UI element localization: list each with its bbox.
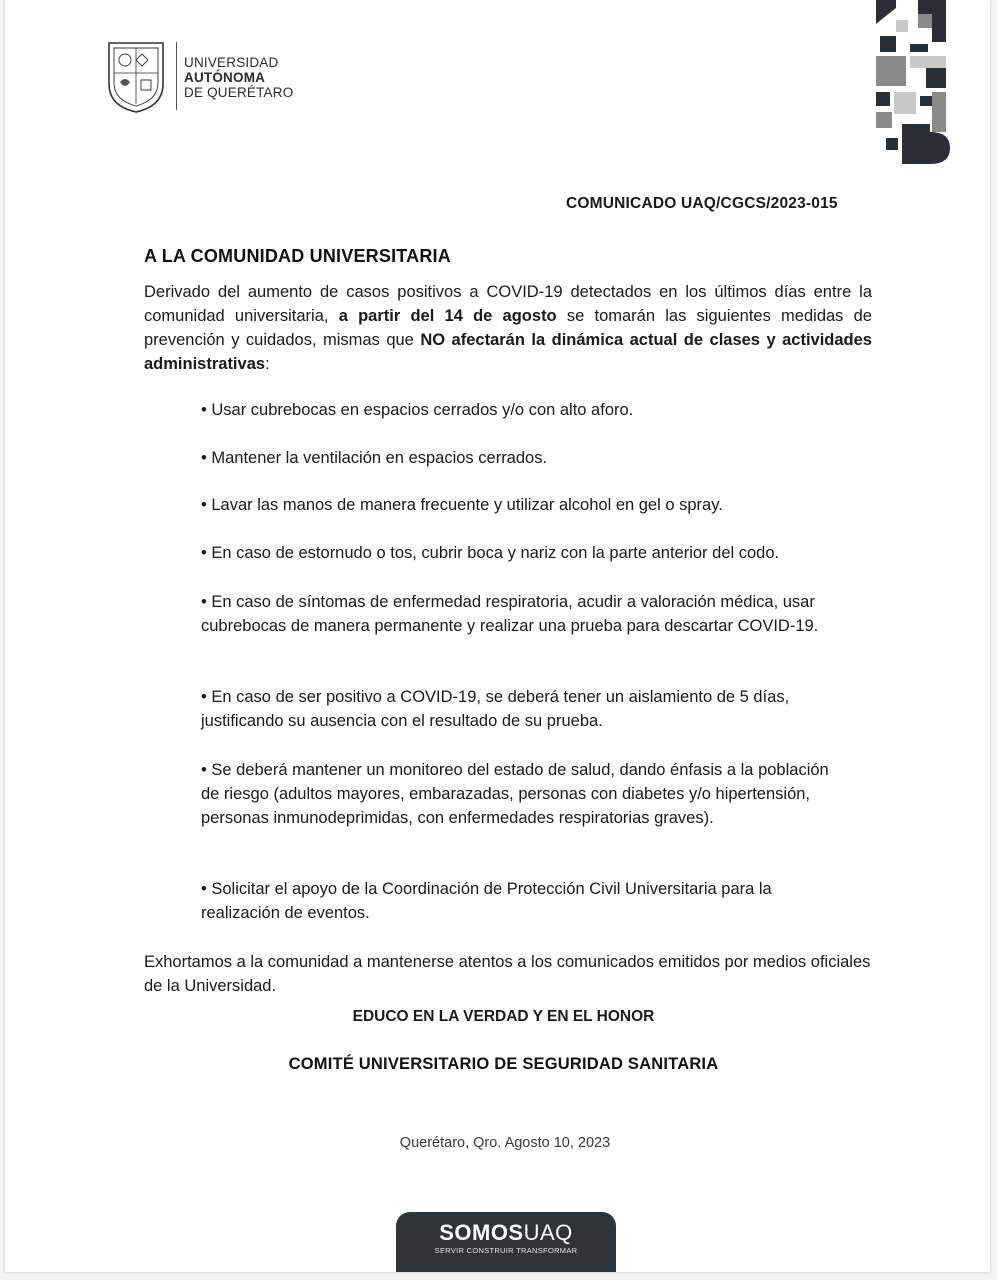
footer-brand-tab: [396, 1212, 616, 1272]
measure-item: • En caso de síntomas de enfermedad respiratoria, acudir a valoración médica, usar cubrebocas de manera permanente y realizar una prueba para descartar COVID-19.: [201, 593, 819, 635]
decorative-2023-graphic: [870, 0, 952, 164]
measure-item: • En caso de ser positivo a COVID-19, se deberá tener un aislamiento de 5 días, justificando su ausencia con el resultado de su prueba.: [201, 688, 790, 730]
footer-brand-light: UAQ: [523, 1220, 573, 1245]
university-logo-text: [184, 55, 293, 100]
intro-bold-notice: NO afectarán la dinámica actual de clases y actividades administrativas: [144, 331, 872, 373]
document-page: [5, 0, 990, 1272]
university-motto: EDUCO EN LA VERDAD Y EN EL HONOR: [352, 1008, 655, 1025]
footer-brand-bold: SOMOS: [439, 1220, 524, 1245]
document-heading: A LA COMUNIDAD UNIVERSITARIA: [144, 246, 451, 266]
measure-item: • Se deberá mantener un monitoreo del estado de salud, dando énfasis a la población de riesgo (adultos mayores, embarazadas, personas con diabetes y/o hipertensión, personas inmunodeprimidas, con enfermedades respiratorias graves).: [201, 761, 829, 827]
logo-line-3: DE QUERÉTARO: [184, 85, 294, 100]
logo-divider: [176, 42, 177, 110]
intro-text-3: :: [265, 355, 270, 373]
intro-text-2: se tomarán las siguientes medidas de prevención y cuidados, mismas que: [144, 307, 872, 349]
intro-bold-date: a partir del 14 de agosto: [338, 307, 557, 325]
measure-item: • Usar cubrebocas en espacios cerrados y/o con alto aforo.: [201, 401, 634, 419]
closing-paragraph: Exhortamos a la comunidad a mantenerse atentos a los comunicados emitidos por medios oficiales de la Universidad.: [144, 953, 871, 995]
place-date: Querétaro, Qro. Agosto 10, 2023: [399, 1135, 611, 1151]
measure-item: • Lavar las manos de manera frecuente y utilizar alcohol en gel o spray.: [201, 496, 723, 514]
communique-id: COMUNICADO UAQ/CGCS/2023-015: [566, 195, 838, 212]
footer-brand-logo: [396, 1220, 616, 1246]
footer-tagline: SERVIR CONSTRUIR TRANSFORMAR: [434, 1246, 578, 1255]
signing-committee: COMITÉ UNIVERSITARIO DE SEGURIDAD SANITARIA: [288, 1055, 719, 1073]
logo-line-2: AUTÓNOMA: [184, 70, 266, 85]
intro-paragraph: [144, 280, 872, 376]
measure-item: • En caso de estornudo o tos, cubrir boca y nariz con la parte anterior del codo.: [201, 544, 780, 562]
measure-item: • Mantener la ventilación en espacios cerrados.: [201, 449, 548, 467]
university-seal-icon: [105, 40, 167, 114]
logo-line-1: UNIVERSIDAD: [184, 55, 279, 70]
measure-item: • Solicitar el apoyo de la Coordinación de Protección Civil Universitaria para la realización de eventos.: [201, 880, 772, 922]
intro-text-1: Derivado del aumento de casos positivos a COVID-19 detectados en los últimos días entre la comunidad universitaria,: [144, 283, 872, 325]
